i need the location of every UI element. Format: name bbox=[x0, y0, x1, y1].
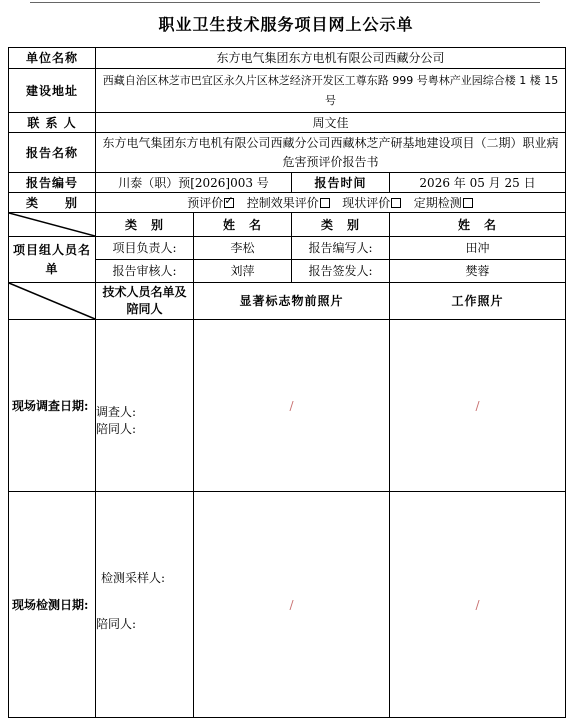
report-time-label: 报告时间 bbox=[292, 173, 390, 193]
team-cell: 樊蓉 bbox=[390, 260, 566, 283]
testing-row bbox=[9, 492, 566, 718]
testing-companion-label: 陪同人: bbox=[96, 616, 137, 631]
survey-companion-label: 陪同人: bbox=[96, 421, 137, 436]
category-label: 类 别 bbox=[9, 193, 96, 213]
unit-row bbox=[9, 48, 566, 69]
report-no-value: 川泰（职）预[2026]003 号 bbox=[96, 173, 292, 193]
contact-label: 联 系 人 bbox=[9, 113, 96, 133]
option-periodic-test[interactable] bbox=[414, 196, 474, 210]
team-cell: 李松 bbox=[194, 237, 292, 260]
category-options bbox=[96, 193, 566, 213]
team-cell: 项目负责人: bbox=[96, 237, 194, 260]
team-cell: 田冲 bbox=[390, 237, 566, 260]
diagonal-cell bbox=[9, 213, 96, 237]
sampler-label: 检测采样人: bbox=[101, 570, 166, 585]
team-header-cat2: 类 别 bbox=[292, 213, 390, 237]
contact-value: 周文佳 bbox=[96, 113, 566, 133]
report-name-row bbox=[9, 133, 566, 173]
report-name-label: 报告名称 bbox=[9, 133, 96, 173]
address-label: 建设地址 bbox=[9, 69, 96, 113]
report-time-value: 2026 年 05 月 25 日 bbox=[390, 173, 566, 193]
report-name-value: 东方电气集团东方电机有限公司西藏分公司西藏林芝产研基地建设项目（二期）职业病危害预评价报告书 bbox=[96, 133, 566, 173]
team-label: 项目组人员名单 bbox=[9, 237, 96, 283]
testing-people bbox=[96, 492, 194, 718]
option-pre-eval[interactable] bbox=[187, 196, 235, 210]
team-header-name2: 姓 名 bbox=[390, 213, 566, 237]
testing-work-placeholder: / bbox=[475, 597, 480, 612]
team-header-row bbox=[9, 213, 566, 237]
team-header-name1: 姓 名 bbox=[194, 213, 292, 237]
option-control-eval[interactable] bbox=[247, 196, 331, 210]
team-cell: 报告签发人: bbox=[292, 260, 390, 283]
status-eval-checkbox[interactable] bbox=[391, 198, 401, 208]
report-no-label: 报告编号 bbox=[9, 173, 96, 193]
team-cell: 报告编写人: bbox=[292, 237, 390, 260]
survey-work-photo bbox=[390, 320, 566, 492]
option-status-eval[interactable] bbox=[342, 196, 402, 210]
address-row bbox=[9, 69, 566, 113]
survey-landmark-photo bbox=[194, 320, 390, 492]
page-title: 职业卫生技术服务项目网上公示单 bbox=[158, 15, 414, 34]
top-rule bbox=[30, 2, 540, 3]
diagonal-line bbox=[9, 213, 95, 236]
periodic-test-checkbox[interactable] bbox=[463, 198, 473, 208]
survey-people bbox=[96, 320, 194, 492]
photos-col1-header: 技术人员名单及陪同人 bbox=[96, 283, 194, 320]
control-eval-checkbox[interactable] bbox=[320, 198, 330, 208]
option-periodic-test-label: 定期检测 bbox=[413, 195, 462, 210]
photos-col2-header: 显著标志物前照片 bbox=[194, 283, 390, 320]
team-header-cat1: 类 别 bbox=[96, 213, 194, 237]
diagonal-cell bbox=[9, 283, 96, 320]
notice-table bbox=[8, 47, 566, 718]
survey-date-label: 现场调查日期: bbox=[9, 320, 96, 492]
testing-landmark-placeholder: / bbox=[289, 597, 294, 612]
testing-date-label: 现场检测日期: bbox=[9, 492, 96, 718]
survey-row bbox=[9, 320, 566, 492]
option-pre-eval-label: 预评价 bbox=[187, 195, 224, 210]
unit-label: 单位名称 bbox=[9, 48, 96, 69]
team-cell: 刘萍 bbox=[194, 260, 292, 283]
testing-work-photo bbox=[390, 492, 566, 718]
diagonal-line bbox=[9, 283, 95, 319]
option-status-eval-label: 现状评价 bbox=[342, 195, 391, 210]
surveyor-label: 调查人: bbox=[96, 404, 137, 419]
testing-landmark-photo bbox=[194, 492, 390, 718]
pre-eval-checkbox[interactable] bbox=[224, 198, 234, 208]
team-cell: 报告审核人: bbox=[96, 260, 194, 283]
address-value: 西藏自治区林芝市巴宜区永久片区林芝经济开发区工尊东路 999 号粤林产业园综合楼 1 楼 15 号 bbox=[96, 69, 566, 113]
unit-value: 东方电气集团东方电机有限公司西藏分公司 bbox=[96, 48, 566, 69]
survey-landmark-placeholder: / bbox=[289, 398, 294, 413]
category-row bbox=[9, 193, 566, 213]
photos-header-row bbox=[9, 283, 566, 320]
contact-row bbox=[9, 113, 566, 133]
report-no-row bbox=[9, 173, 566, 193]
photos-col3-header: 工作照片 bbox=[390, 283, 566, 320]
survey-work-placeholder: / bbox=[475, 398, 480, 413]
option-control-eval-label: 控制效果评价 bbox=[246, 195, 319, 210]
team-row bbox=[9, 237, 566, 260]
